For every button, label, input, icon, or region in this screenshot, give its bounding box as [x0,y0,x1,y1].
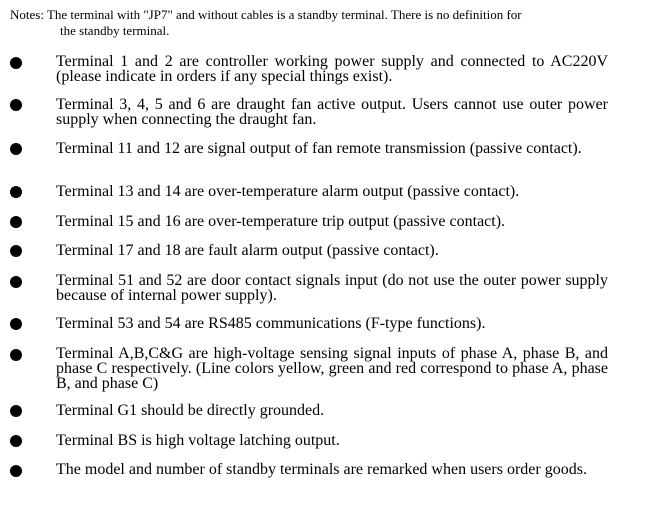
bullet-icon [10,99,22,111]
list-item-text: Terminal 3, 4, 5 and 6 are draught fan active output. Users cannot use outer power supply when connecting the draught fan. [56,96,608,128]
bullet-icon [10,465,22,477]
bullet-icon [10,216,22,228]
bullet-icon [10,245,22,257]
bullet-icon [10,186,22,198]
list-item-text: Terminal 1 and 2 are controller working power supply and connected to AC220V (please indicate in orders if any special things exist). [56,53,608,85]
bullet-icon [10,276,22,288]
bullet-icon [10,143,22,155]
list-item-text: Terminal 51 and 52 are door contact signals input (do not use the outer power supply because of internal power supply). [56,272,608,304]
list-item-text: Terminal 17 and 18 are fault alarm output (passive contact). [56,242,439,259]
list-item-text: The model and number of standby terminals are remarked when users order goods. [56,461,587,478]
bullet-icon [10,405,22,417]
list-item-text: Terminal BS is high voltage latching output. [56,432,340,449]
list-item-text: Terminal 11 and 12 are signal output of fan remote transmission (passive contact). [56,140,582,157]
notes-line-2: the standby terminal. [60,23,170,38]
list-item-text: Terminal 13 and 14 are over-temperature alarm output (passive contact). [56,183,520,200]
bullet-icon [10,57,22,69]
bullet-icon [10,349,22,361]
list-item-text: Terminal A,B,C&G are high-voltage sensing signal inputs of phase A, phase B, and phase C respectively. (Line colors yellow, green and red correspond to phase A, phase B, and phase C) [56,345,608,392]
list-item-text: Terminal 15 and 16 are over-temperature trip output (passive contact). [56,213,506,230]
list-item-text: Terminal G1 should be directly grounded. [56,402,325,419]
bullet-icon [10,318,22,330]
notes-paragraph [10,7,640,39]
bullet-icon [10,435,22,447]
list-item-text: Terminal 53 and 54 are RS485 communications (F-type functions). [56,315,486,332]
notes-line-1: Notes: The terminal with "JP7" and without cables is a standby terminal. There is no definition for [10,7,522,22]
